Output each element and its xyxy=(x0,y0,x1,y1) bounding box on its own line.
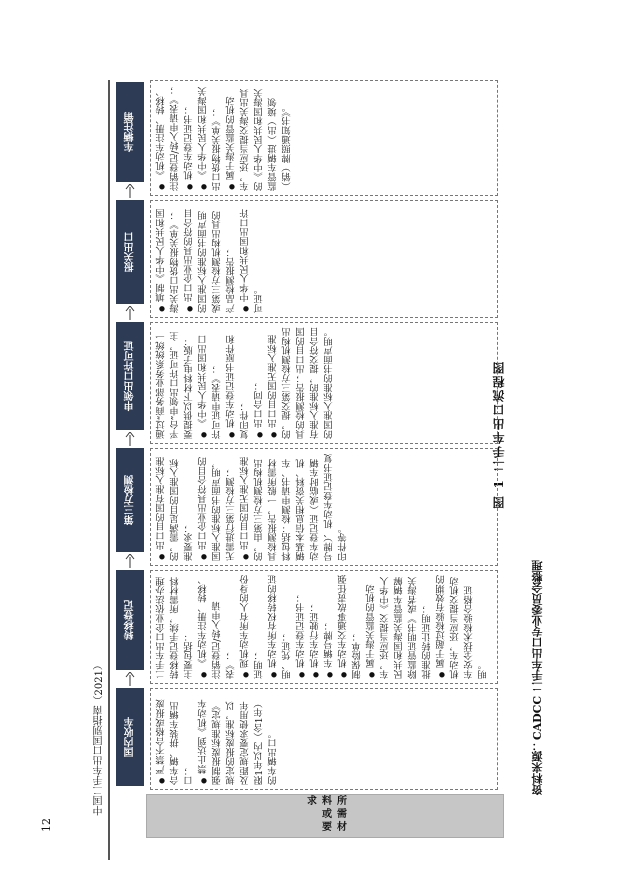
list-item: ● 现机动车所有人的身份证明； xyxy=(240,575,265,679)
list-item: ● 出口合同； xyxy=(254,381,265,439)
requirements-deregistration xyxy=(150,80,498,196)
header-rule xyxy=(108,80,110,860)
stage-band xyxy=(112,76,146,844)
stage-domestic-purchase: 国内收车 xyxy=(116,688,144,786)
requirements-domestic-purchase xyxy=(150,688,498,790)
list-item: ● 《机动车注册、转移、注销登记/转入申请表》； xyxy=(198,575,237,679)
running-header: 中国二手车出口国别指南（2021） xyxy=(94,660,105,816)
arrow-up-icon xyxy=(125,672,135,686)
list-item: ● 机动车交通事故责任强制保险单； xyxy=(338,575,363,679)
list-item: ● 严禁不合格或报废合车辆、拼装车辆出口； xyxy=(156,699,195,785)
stage-deregistration: 车辆注销 xyxy=(116,82,144,182)
list-item: ● 机动车登记证书； xyxy=(296,593,307,679)
stage-customs-declaration: 报关出口 xyxy=(116,200,144,304)
stage-export-license: 申领出口许可证 xyxy=(116,322,144,430)
arrow-up-icon xyxy=(125,432,135,446)
list-item: ● 属于超过检验有效期的机动车，还应当提交机动车安全技术检验合格证明。 xyxy=(436,575,489,679)
arrow-up-icon xyxy=(125,554,135,568)
requirements-transfer-registration xyxy=(150,570,498,684)
list-item: ● 车辆号牌； xyxy=(324,621,335,679)
list-item: ● 禁止达到《机动车强制报废标准规定》规定的报废标准，以及距规定要求使用年限1年以内（含1年）的车辆出口。 xyxy=(198,698,279,785)
figure-caption: 图 1 二手车出口流程图 xyxy=(492,360,506,509)
list-item: ● 《中华人民共和国出口许可证申请表》； xyxy=(198,335,223,439)
stage-transfer-registration: 转移登记 xyxy=(116,570,144,670)
list-item: ● 机动车登记证书； xyxy=(184,105,195,191)
export-flowchart xyxy=(112,76,504,844)
list-item: ● 属于海关监管的机动车，还应当提交海关出具的《中华人民共和国海关监管车辆进（出）境领（销）牌照通知书》。 xyxy=(226,88,293,191)
list-item: ● 出口目的国无准入标准的，由第三方检测机构出具检测报告，一般所需材料包括：检测申请书、车辆基本信息相关资料、机动车登记证（或临时车辆号牌）、机动车登记证书复印件等。 xyxy=(240,454,349,561)
list-item: ● 属于海关监管的机动车，还应当提交《中华人民共和国海关监管车辆解除监管证明书》或者海关批准的转让证明； xyxy=(366,576,433,679)
list-item: ● 《中华人民共和国海关出口货物报关单》； xyxy=(198,87,223,191)
requirements-label: 所需材料或要求 xyxy=(146,794,504,838)
list-item: ● 出口企业出具符合目的国准入标准的书面声明，无需进行第三方检测； xyxy=(198,457,237,561)
list-item: ● 填制《中华人民共和国海关出口货物报关单》； xyxy=(156,209,181,313)
requirements-export-license xyxy=(150,322,498,444)
list-item: ● 中华人民共和国出口许可证。 xyxy=(240,209,265,313)
list-item: ● 出口目的国有准入标准的，需满足目的国准入标准要求； xyxy=(156,457,195,561)
figure-source: 资料来源：CADCC 二手车出口专业委员会整理 xyxy=(531,560,544,796)
list-item: 二手车出口企业依法办理转移登记手续，所需材料主要包括： xyxy=(156,576,195,679)
stage-third-party-inspection: 第三方检测 xyxy=(116,448,144,552)
list-item: 通过“商务部业务系统统一平台”申领出口许可证，主要提供以下材料电子版： xyxy=(156,331,195,439)
requirements-customs-declaration xyxy=(150,200,498,318)
arrow-up-icon xyxy=(125,306,135,320)
requirements-third-party-inspection xyxy=(150,448,498,566)
list-item: ● 机动车登记证书原件和复印件； xyxy=(226,335,251,439)
list-item: ● 机动车行驶证； xyxy=(310,602,321,679)
list-item: ● 出口目的国无准入标准的，提交第三方检测机构出具的检测报告；出口目的国有准入标准的，提交符合目的国准入标准的书面声明。 xyxy=(268,327,335,439)
list-item: ● 出口企业出具的符合目的国准入标准的书面声明或第三方检测机构出具的产品检测报告； xyxy=(184,209,237,313)
list-item: ● 机动车所有权转移的证明、凭证； xyxy=(268,575,293,679)
list-item: ● 《机动车注册、转移、注销登记/转入申请表》； xyxy=(156,85,181,191)
arrow-up-icon xyxy=(125,184,135,198)
page-number: 12 xyxy=(40,818,53,832)
